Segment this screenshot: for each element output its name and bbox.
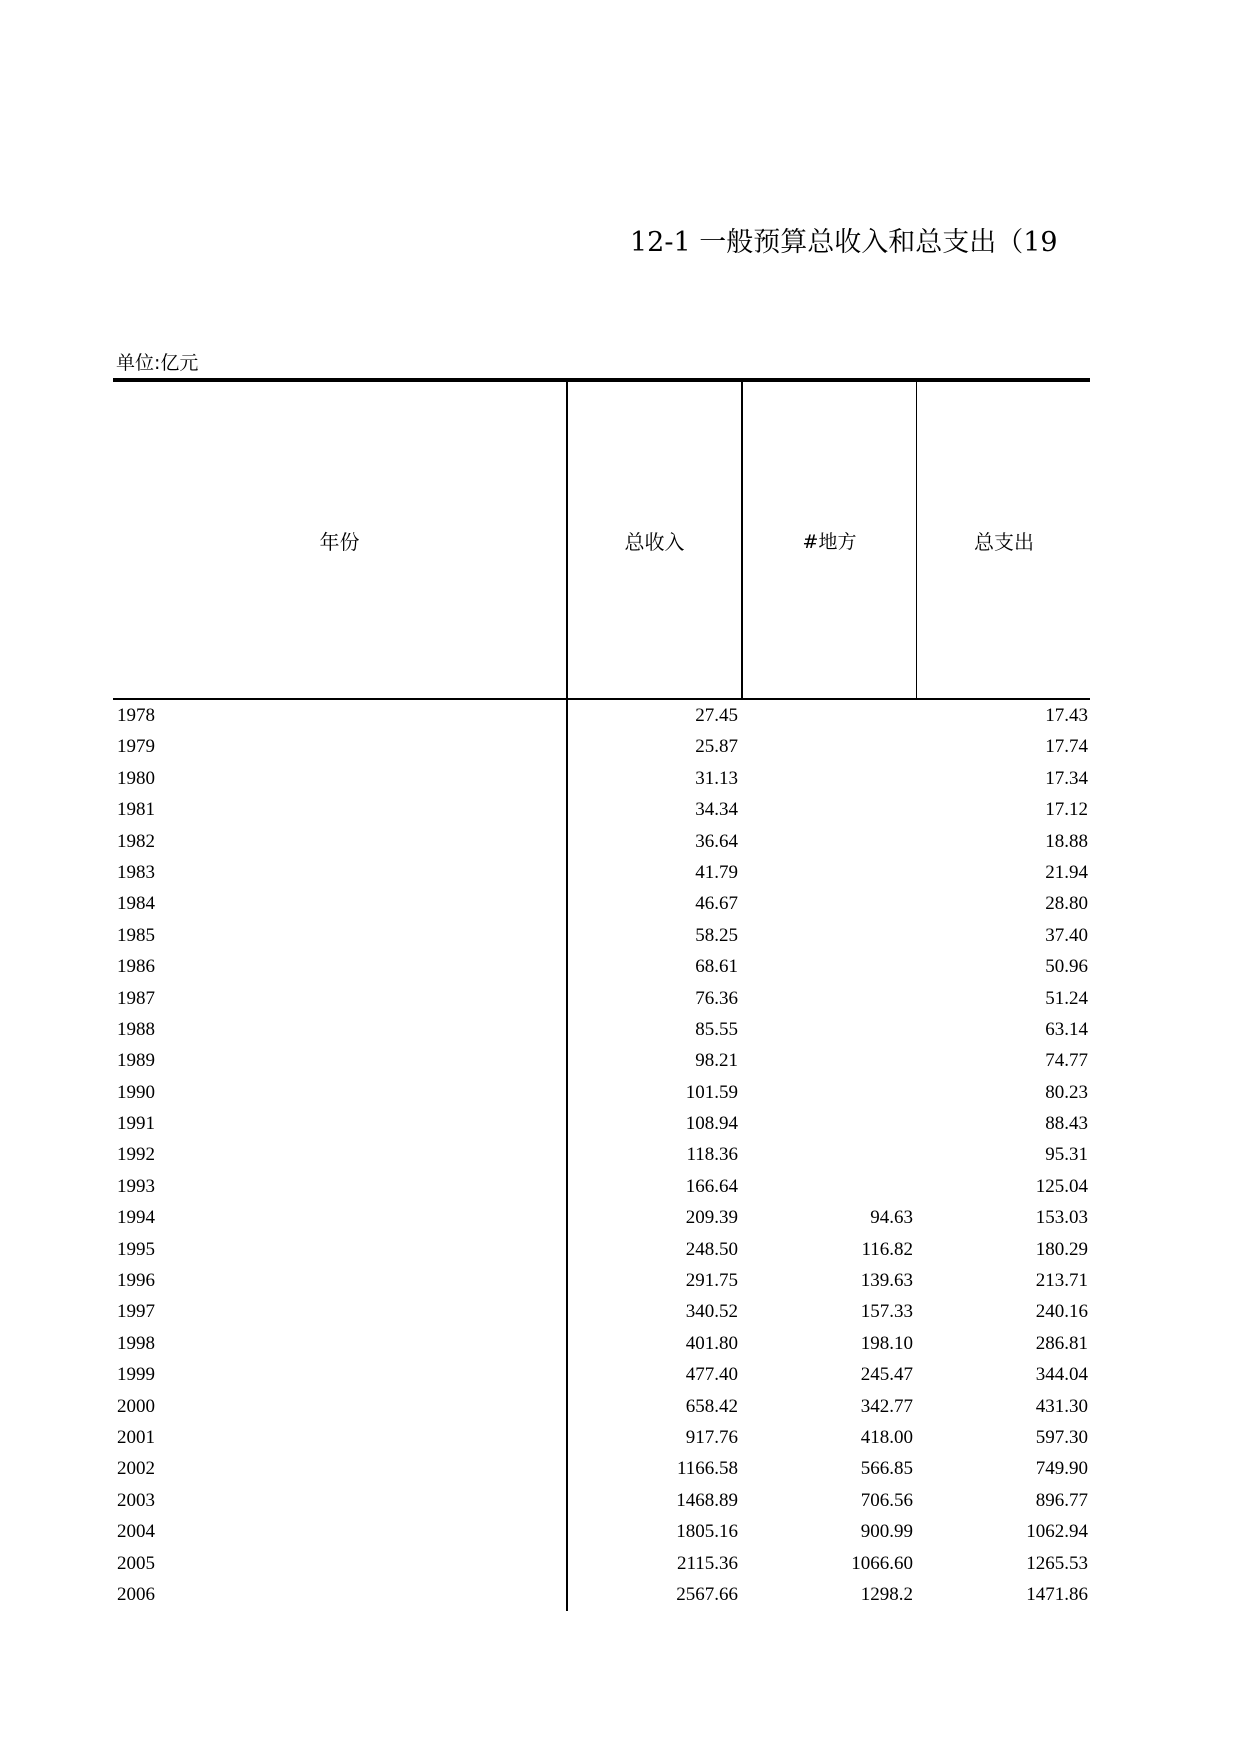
table-row	[113, 1453, 1090, 1484]
table-row	[113, 1296, 1090, 1327]
cell-local[interactable]: 245.47	[860, 1364, 913, 1386]
cell-revenue[interactable]: 68.61	[695, 956, 738, 978]
cell-year[interactable]: 1998	[117, 1332, 155, 1354]
cell-expenditure[interactable]: 286.81	[1035, 1332, 1088, 1354]
cell-expenditure[interactable]: 597.30	[1035, 1426, 1088, 1448]
cell-revenue[interactable]: 1805.16	[676, 1521, 738, 1543]
cell-revenue[interactable]: 291.75	[685, 1270, 738, 1292]
table-row	[113, 1202, 1090, 1233]
cell-expenditure[interactable]: 1062.94	[1026, 1521, 1088, 1543]
cell-year[interactable]: 1995	[117, 1238, 155, 1260]
cell-revenue[interactable]: 118.36	[686, 1144, 738, 1166]
cell-year[interactable]: 1985	[117, 924, 155, 946]
cell-expenditure[interactable]: 153.03	[1035, 1207, 1088, 1229]
cell-local[interactable]	[743, 731, 913, 762]
table-row	[113, 700, 1090, 731]
cell-year[interactable]: 1982	[117, 830, 155, 852]
cell-year[interactable]: 1983	[117, 861, 155, 883]
cell-expenditure[interactable]: 213.71	[1035, 1270, 1088, 1292]
header-year: 年份	[319, 529, 360, 554]
cell-revenue[interactable]: 31.13	[695, 767, 738, 789]
cell-local[interactable]: 566.85	[860, 1458, 913, 1480]
cell-expenditure[interactable]: 749.90	[1035, 1458, 1088, 1480]
cell-revenue[interactable]: 401.80	[685, 1332, 738, 1354]
cell-expenditure[interactable]: 344.04	[1035, 1364, 1088, 1386]
cell-revenue[interactable]: 340.52	[685, 1301, 738, 1323]
cell-expenditure[interactable]: 21.94	[1045, 861, 1088, 883]
cell-revenue[interactable]: 36.64	[695, 830, 738, 852]
cell-revenue[interactable]: 2115.36	[676, 1552, 738, 1574]
table-row	[113, 1139, 1090, 1170]
table-row	[113, 1359, 1090, 1390]
cell-revenue[interactable]: 27.45	[695, 705, 738, 726]
cell-local[interactable]: 94.63	[870, 1207, 913, 1229]
cell-local[interactable]	[743, 888, 913, 919]
cell-local[interactable]: 116.82	[861, 1238, 913, 1260]
cell-expenditure[interactable]: 63.14	[1045, 1018, 1088, 1040]
cell-revenue[interactable]: 101.59	[685, 1081, 738, 1103]
cell-year[interactable]: 2002	[117, 1458, 155, 1480]
table-row	[113, 920, 1090, 951]
cell-year[interactable]: 2001	[117, 1426, 155, 1448]
cell-expenditure[interactable]: 17.34	[1045, 767, 1088, 789]
cell-revenue[interactable]: 76.36	[695, 987, 738, 1009]
cell-expenditure[interactable]: 74.77	[1045, 1050, 1088, 1072]
cell-local[interactable]: 706.56	[860, 1489, 913, 1511]
cell-expenditure[interactable]: 1471.86	[1026, 1583, 1088, 1605]
table-row	[113, 794, 1090, 825]
cell-year[interactable]: 1987	[117, 987, 155, 1009]
cell-revenue[interactable]: 248.50	[685, 1238, 738, 1260]
cell-expenditure[interactable]: 180.29	[1035, 1238, 1088, 1260]
cell-local[interactable]: 198.10	[860, 1332, 913, 1354]
cell-local[interactable]: 139.63	[860, 1270, 913, 1292]
table-row	[113, 1171, 1090, 1202]
table-row	[113, 1234, 1090, 1265]
cell-local[interactable]	[743, 857, 913, 888]
cell-year[interactable]: 1989	[117, 1050, 155, 1072]
cell-expenditure[interactable]: 95.31	[1045, 1144, 1088, 1166]
table-row	[113, 763, 1090, 794]
cell-revenue[interactable]: 658.42	[685, 1395, 738, 1417]
cell-year[interactable]: 1992	[117, 1144, 155, 1166]
cell-expenditure[interactable]: 1265.53	[1026, 1552, 1088, 1574]
cell-year[interactable]: 2006	[117, 1583, 155, 1605]
table-body	[113, 700, 1090, 1610]
cell-local[interactable]: 1298.2	[860, 1583, 913, 1605]
cell-year[interactable]: 1993	[117, 1175, 155, 1197]
cell-revenue[interactable]: 46.67	[695, 893, 738, 915]
cell-local[interactable]	[743, 763, 913, 794]
cell-local[interactable]: 1066.60	[851, 1552, 913, 1574]
cell-local[interactable]	[743, 951, 913, 982]
cell-year[interactable]: 1988	[117, 1018, 155, 1040]
cell-expenditure[interactable]: 37.40	[1045, 924, 1088, 946]
cell-year[interactable]: 1994	[117, 1207, 155, 1229]
table-row	[113, 1328, 1090, 1359]
cell-year[interactable]: 2003	[117, 1489, 155, 1511]
cell-revenue[interactable]: 1166.58	[676, 1458, 738, 1480]
table-row	[113, 1265, 1090, 1296]
cell-expenditure[interactable]: 88.43	[1045, 1113, 1088, 1135]
table-row	[113, 1077, 1090, 1108]
table-row	[113, 1579, 1090, 1610]
cell-local[interactable]	[743, 700, 913, 731]
cell-revenue[interactable]: 166.64	[685, 1175, 738, 1197]
cell-local[interactable]	[743, 794, 913, 825]
cell-revenue[interactable]: 108.94	[685, 1113, 738, 1135]
cell-year[interactable]: 1997	[117, 1301, 155, 1323]
table-row	[113, 888, 1090, 919]
cell-year[interactable]: 2004	[117, 1521, 155, 1543]
cell-expenditure[interactable]: 51.24	[1045, 987, 1088, 1009]
cell-revenue[interactable]: 25.87	[695, 736, 738, 758]
cell-local[interactable]: 418.00	[860, 1426, 913, 1448]
table-row	[113, 1045, 1090, 1076]
cell-revenue[interactable]: 34.34	[695, 799, 738, 821]
cell-year[interactable]: 1986	[117, 956, 155, 978]
table-row	[113, 1422, 1090, 1453]
header-local: #地方	[802, 530, 857, 553]
cell-revenue[interactable]: 41.79	[695, 861, 738, 883]
table-row	[113, 1548, 1090, 1579]
table-row	[113, 1485, 1090, 1516]
cell-local[interactable]: 342.77	[860, 1395, 913, 1417]
cell-local[interactable]	[743, 1045, 913, 1076]
unit-label: 单位:亿元	[116, 352, 199, 374]
table-row	[113, 1108, 1090, 1139]
cell-local[interactable]	[743, 920, 913, 951]
cell-revenue[interactable]: 1468.89	[676, 1489, 738, 1511]
cell-revenue[interactable]: 2567.66	[676, 1583, 738, 1605]
table-title: 12-1 一般预算总收入和总支出（19	[630, 227, 1058, 258]
table-row	[113, 983, 1090, 1014]
cell-local[interactable]: 900.99	[860, 1521, 913, 1543]
table-row	[113, 826, 1090, 857]
cell-revenue[interactable]: 98.21	[695, 1050, 738, 1072]
cell-local[interactable]	[743, 1077, 913, 1108]
cell-local[interactable]	[743, 1108, 913, 1139]
header-expenditure: 总支出	[974, 529, 1034, 554]
cell-year[interactable]: 1979	[117, 736, 155, 758]
table-row	[113, 731, 1090, 762]
cell-local[interactable]	[743, 1139, 913, 1170]
cell-revenue[interactable]: 917.76	[685, 1426, 738, 1448]
cell-expenditure[interactable]: 17.74	[1045, 736, 1088, 758]
table-row	[113, 951, 1090, 982]
table-row	[113, 857, 1090, 888]
cell-expenditure[interactable]: 50.96	[1045, 956, 1088, 978]
cell-expenditure[interactable]: 80.23	[1045, 1081, 1088, 1103]
cell-year[interactable]: 1999	[117, 1364, 155, 1386]
cell-year[interactable]: 1981	[117, 799, 155, 821]
cell-year[interactable]: 1996	[117, 1270, 155, 1292]
table-row	[113, 1391, 1090, 1422]
cell-expenditure[interactable]: 17.12	[1045, 799, 1088, 821]
cell-expenditure[interactable]: 896.77	[1035, 1489, 1088, 1511]
cell-year[interactable]: 1991	[117, 1113, 155, 1135]
header-revenue: 总收入	[624, 529, 685, 554]
cell-year[interactable]: 1990	[117, 1081, 155, 1103]
cell-local[interactable]	[743, 826, 913, 857]
cell-expenditure[interactable]: 28.80	[1045, 893, 1088, 915]
cell-revenue[interactable]: 85.55	[695, 1018, 738, 1040]
cell-expenditure[interactable]: 240.16	[1035, 1301, 1088, 1323]
cell-expenditure[interactable]: 431.30	[1035, 1395, 1088, 1417]
cell-year[interactable]: 1978	[117, 705, 155, 726]
cell-local[interactable]	[743, 1014, 913, 1045]
col-divider-local	[916, 382, 917, 698]
budget-table	[113, 378, 1090, 1613]
cell-year[interactable]: 2000	[117, 1395, 155, 1417]
cell-revenue[interactable]: 209.39	[685, 1207, 738, 1229]
cell-expenditure[interactable]: 17.43	[1045, 705, 1088, 726]
cell-expenditure[interactable]: 125.04	[1035, 1175, 1088, 1197]
cell-year[interactable]: 1980	[117, 767, 155, 789]
cell-local[interactable]	[743, 983, 913, 1014]
cell-year[interactable]: 2005	[117, 1552, 155, 1574]
cell-expenditure[interactable]: 18.88	[1045, 830, 1088, 852]
cell-year[interactable]: 1984	[117, 893, 155, 915]
table-row	[113, 1014, 1090, 1045]
cell-local[interactable]: 157.33	[860, 1301, 913, 1323]
table-row	[113, 1516, 1090, 1547]
cell-local[interactable]	[743, 1171, 913, 1202]
cell-revenue[interactable]: 58.25	[695, 924, 738, 946]
cell-revenue[interactable]: 477.40	[685, 1364, 738, 1386]
